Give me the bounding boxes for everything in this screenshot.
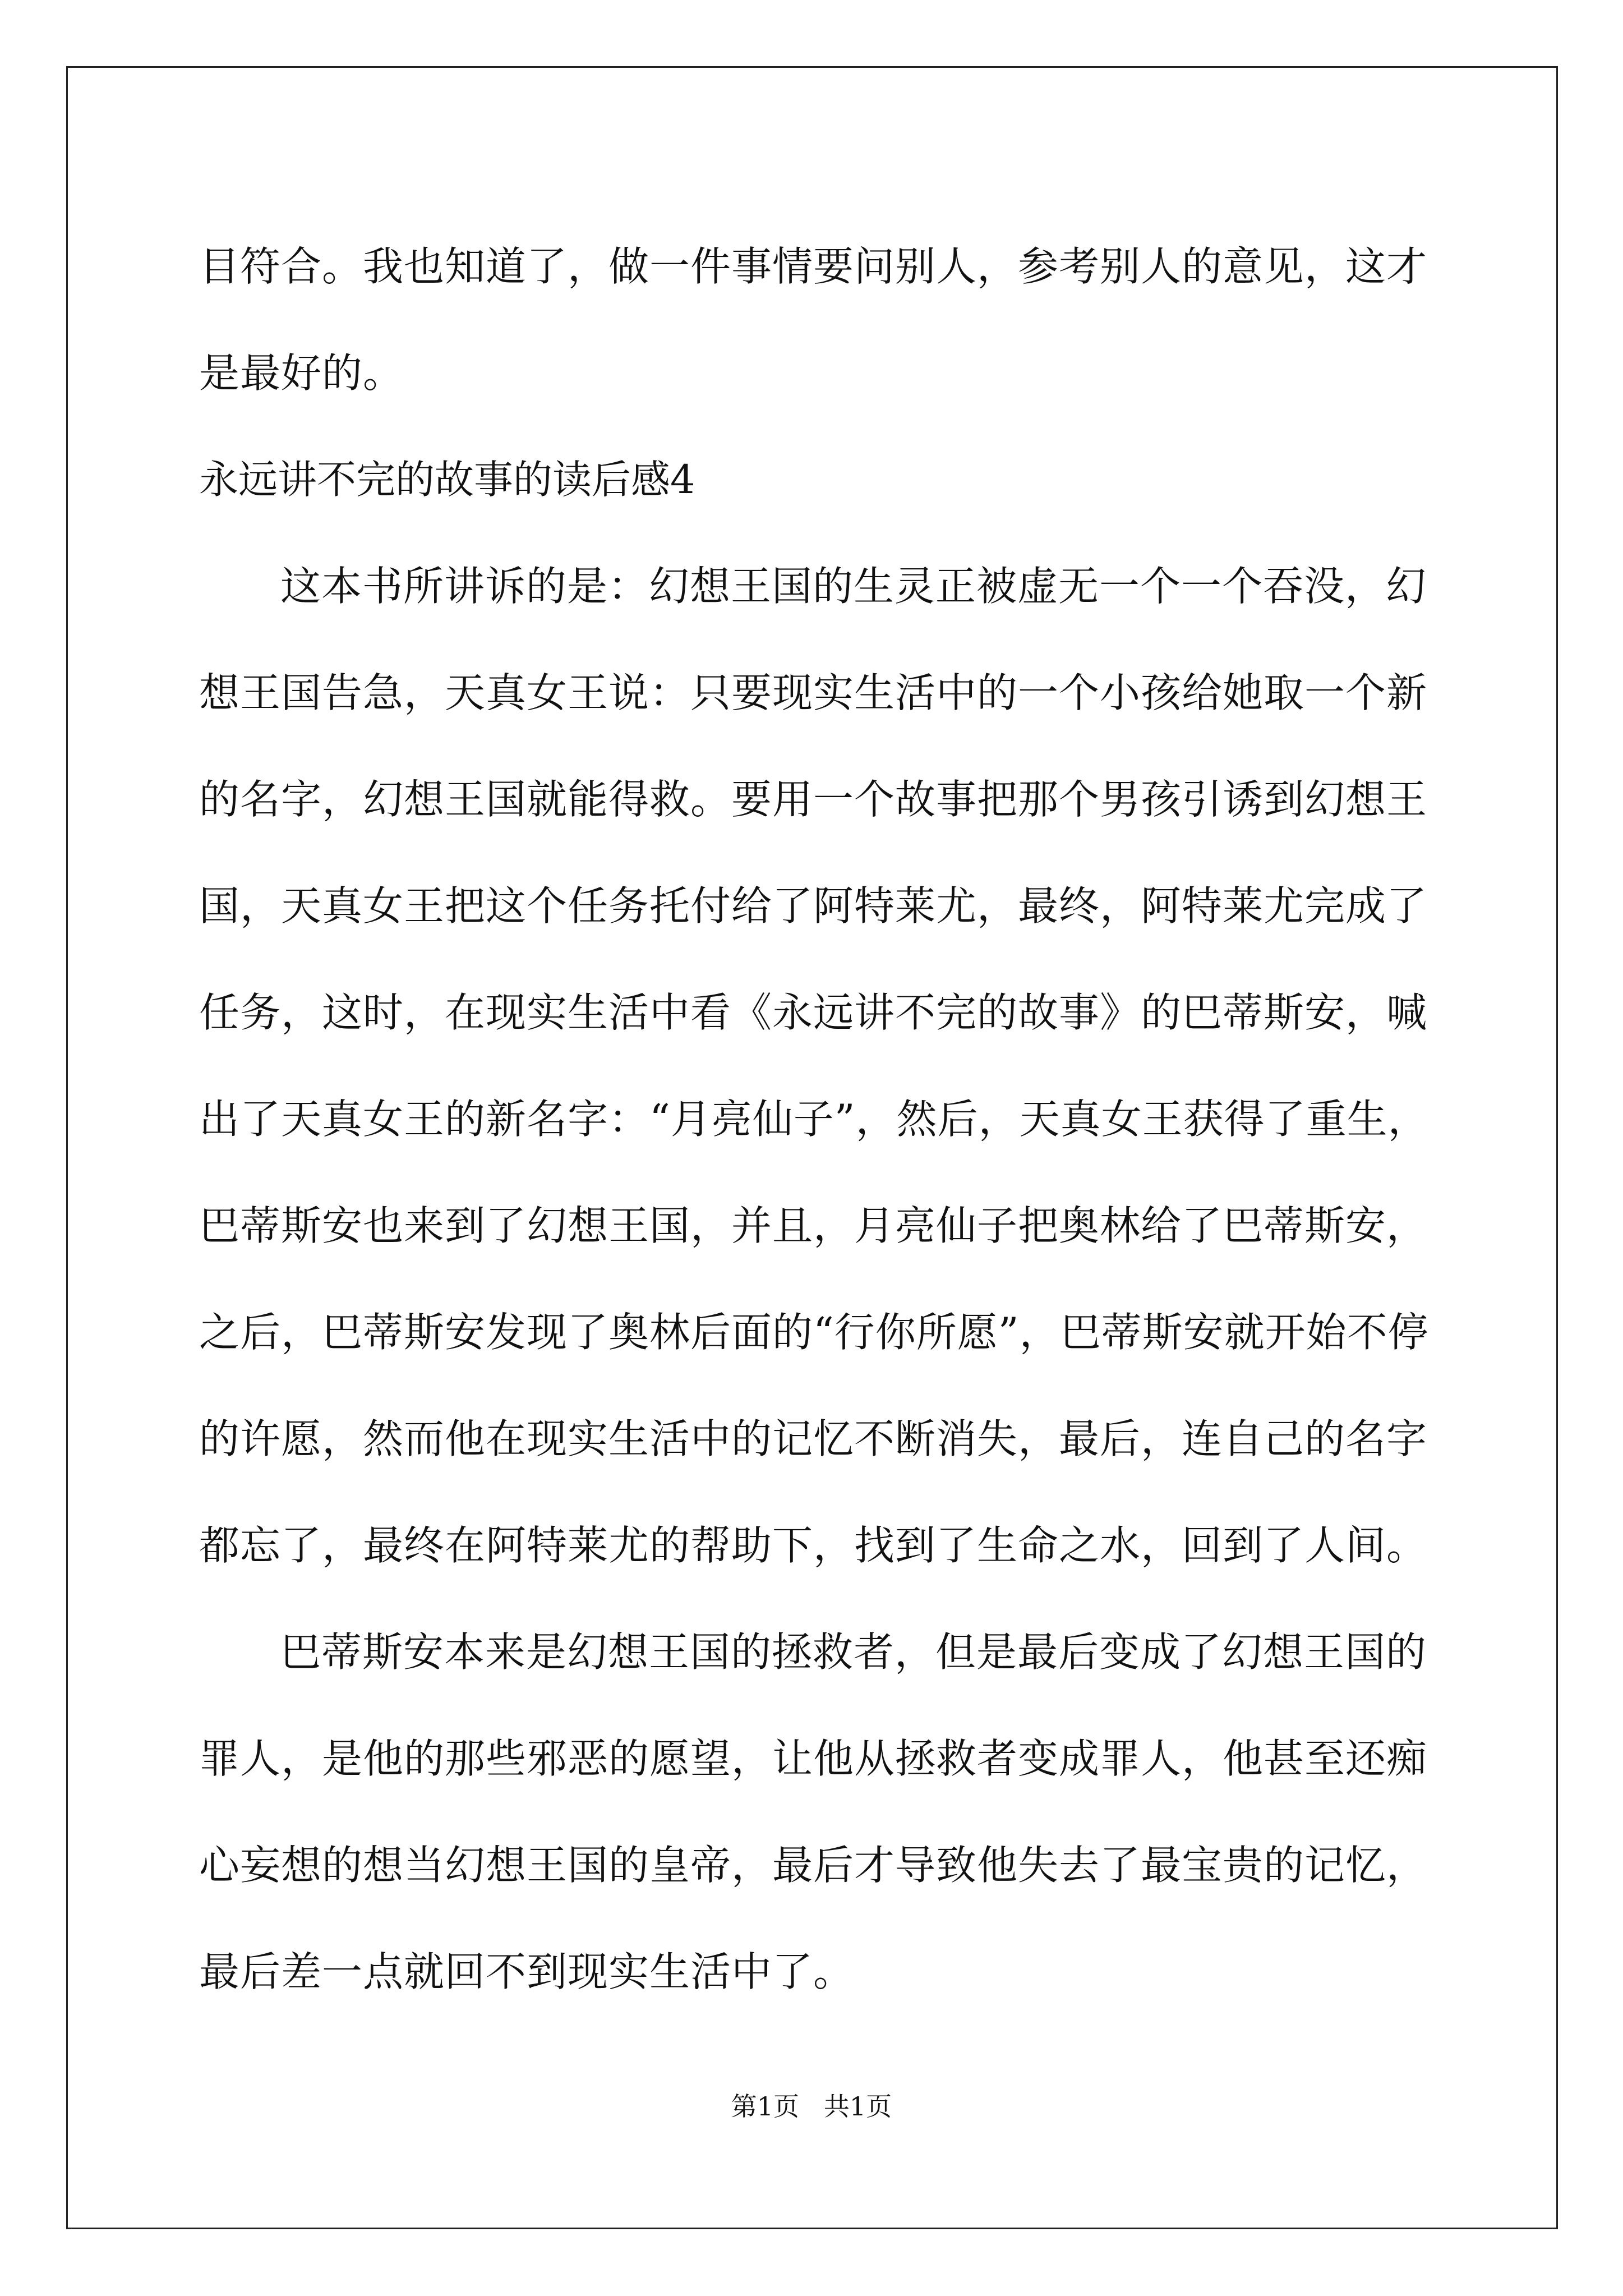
text-line: 最后差一点就回不到现实生活中了。 [199,1948,855,1995]
text-line: 巴蒂斯安本来是幻想王国的拯救者，但是最后变成了幻想王国的 [280,1628,1427,1676]
text-line: 都忘了，最终在阿特莱尤的帮助下，找到了生命之水，回到了人间。 [199,1522,1428,1569]
text-line: 心妄想的想当幻想王国的皇帝，最后才导致他失去了最宝贵的记忆， [199,1842,1428,1889]
text-line: 罪人，是他的那些邪恶的愿望，让他从拯救者变成罪人，他甚至还痴 [199,1735,1428,1782]
text-line: 这本书所讲诉的是：幻想王国的生灵正被虚无一个一个吞没，幻 [280,563,1427,610]
text-line: 出了天真女王的新名字：“月亮仙子”，然后，天真女王获得了重生， [199,1096,1429,1143]
text-line: 目符合。我也知道了，做一件事情要问别人，参考别人的意见，这才 [199,243,1428,290]
text-line: 任务，这时，在现实生活中看《永远讲不完的故事》的巴蒂斯安，喊 [199,989,1428,1036]
text-line: 之后，巴蒂斯安发现了奥林后面的“行你所愿”，巴蒂斯安就开始不停 [199,1309,1429,1356]
section-title: 永远讲不完的故事的读后感4 [199,457,695,503]
text-line: 想王国告急，天真女王说：只要现实生活中的一个小孩给她取一个新 [199,669,1428,716]
text-line: 是最好的。 [199,349,404,397]
document-body [199,213,1433,2025]
page-number-footer: 第1页 共1页 [731,2091,892,2122]
text-line: 巴蒂斯安也来到了幻想王国，并且，月亮仙子把奥林给了巴蒂斯安， [199,1202,1428,1249]
text-line: 国，天真女王把这个任务托付给了阿特莱尤，最终，阿特莱尤完成了 [199,882,1428,930]
text-line: 的名字，幻想王国就能得救。要用一个故事把那个男孩引诱到幻想王 [199,776,1428,823]
text-line: 的许愿，然而他在现实生活中的记忆不断消失，最后，连自己的名字 [199,1415,1428,1462]
